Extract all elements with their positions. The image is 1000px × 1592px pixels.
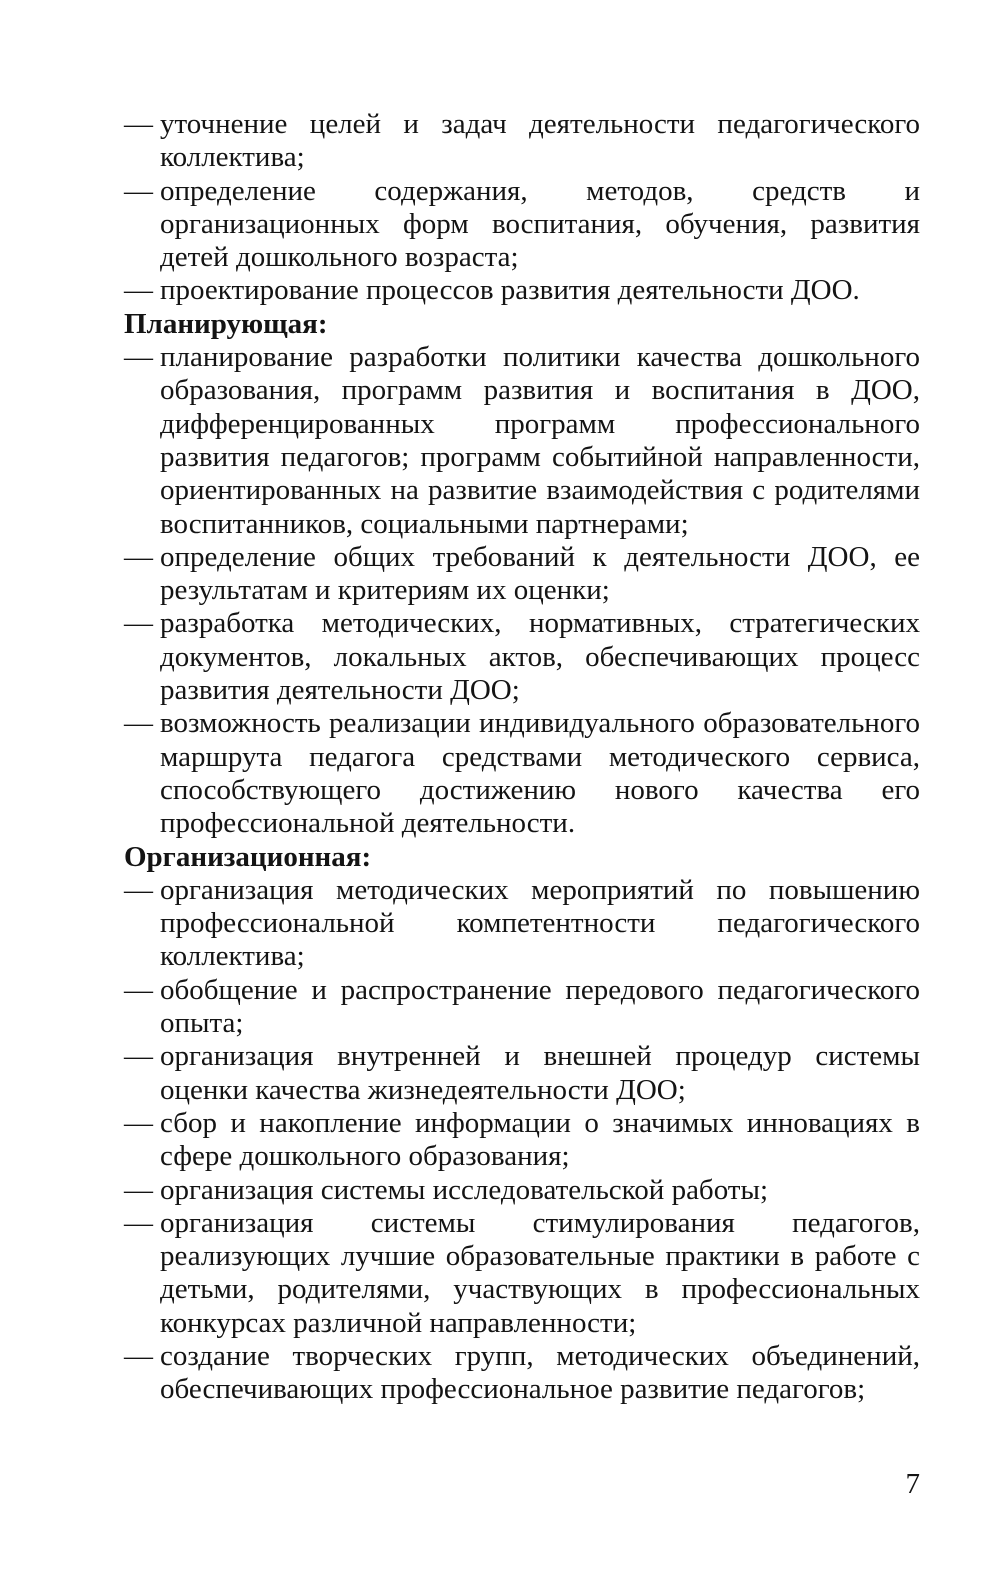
list-item: — организация внутренней и внешней процедур системы оценки качества жизнедеятельности ДОО; xyxy=(124,1040,920,1106)
list-item: — проектирование процессов развития деятельности ДОО. xyxy=(124,274,860,307)
list-dash: — xyxy=(124,174,153,207)
section-organizational xyxy=(124,841,920,1407)
list-item: — определение общих требований к деятельности ДОО, ее результатам и критериям их оценки; xyxy=(124,540,920,607)
list-dash: — xyxy=(124,607,153,640)
page-body xyxy=(124,108,920,1407)
list-dash: — xyxy=(124,707,153,740)
list-item: — организация системы исследовательской работы; xyxy=(124,1173,769,1206)
list-item: — уточнение целей и задач деятельности педагогического коллектива; xyxy=(124,108,920,174)
list-item: — возможность реализации индивидуального образовательного маршрута педагога средствами методического сервиса, способствующего достижению нового качества его профессиональной деятельности. xyxy=(124,707,920,840)
list-dash: — xyxy=(124,108,153,140)
list-dash: — xyxy=(124,873,153,906)
list-dash: — xyxy=(124,1339,153,1372)
list-item: — обобщение и распространение передового педагогического опыта; xyxy=(124,973,920,1040)
list-dash: — xyxy=(124,1206,153,1239)
section-planning xyxy=(124,308,920,841)
list-item: — планирование разработки политики качества дошкольного образования, программ развития и воспитания в ДОО, дифференцированных программ профессионального развития педагогов; программ событийной направленности, ориентированных на развитие взаимодействия с родителями воспитанников, социальными партнерами; xyxy=(124,341,920,540)
list-item: — организация системы стимулирования педагогов, реализующих лучшие образовательные практики в работе с детьми, родителями, участвующих в профессиональных конкурсах различной направленности; xyxy=(124,1206,920,1339)
list-dash: — xyxy=(124,1040,153,1073)
list-item: — определение содержания, методов, средств и организационных форм воспитания, обучения, развития детей дошкольного возраста; xyxy=(124,174,920,274)
list-item: — разработка методических, нормативных, стратегических документов, локальных актов, обеспечивающих процесс развития деятельности ДОО; xyxy=(124,607,920,707)
list-dash: — xyxy=(124,341,153,374)
list-dash: — xyxy=(124,540,153,573)
list-item: — сбор и накопление информации о значимых инновациях в сфере дошкольного образования; xyxy=(124,1106,920,1173)
section-heading: Организационная: xyxy=(124,840,372,873)
section-heading: Планирующая: xyxy=(124,307,328,340)
page-number: 7 xyxy=(905,1468,920,1500)
list-dash: — xyxy=(124,1173,153,1206)
intro-list xyxy=(124,108,920,308)
list-item: — создание творческих групп, методических объединений, обеспечивающих профессиональное развитие педагогов; xyxy=(124,1339,920,1406)
list-dash: — xyxy=(124,973,153,1006)
list-dash: — xyxy=(124,1106,153,1139)
list-item: — организация методических мероприятий по повышению профессиональной компетентности педагогического коллектива; xyxy=(124,873,920,973)
list-dash: — xyxy=(124,274,153,307)
